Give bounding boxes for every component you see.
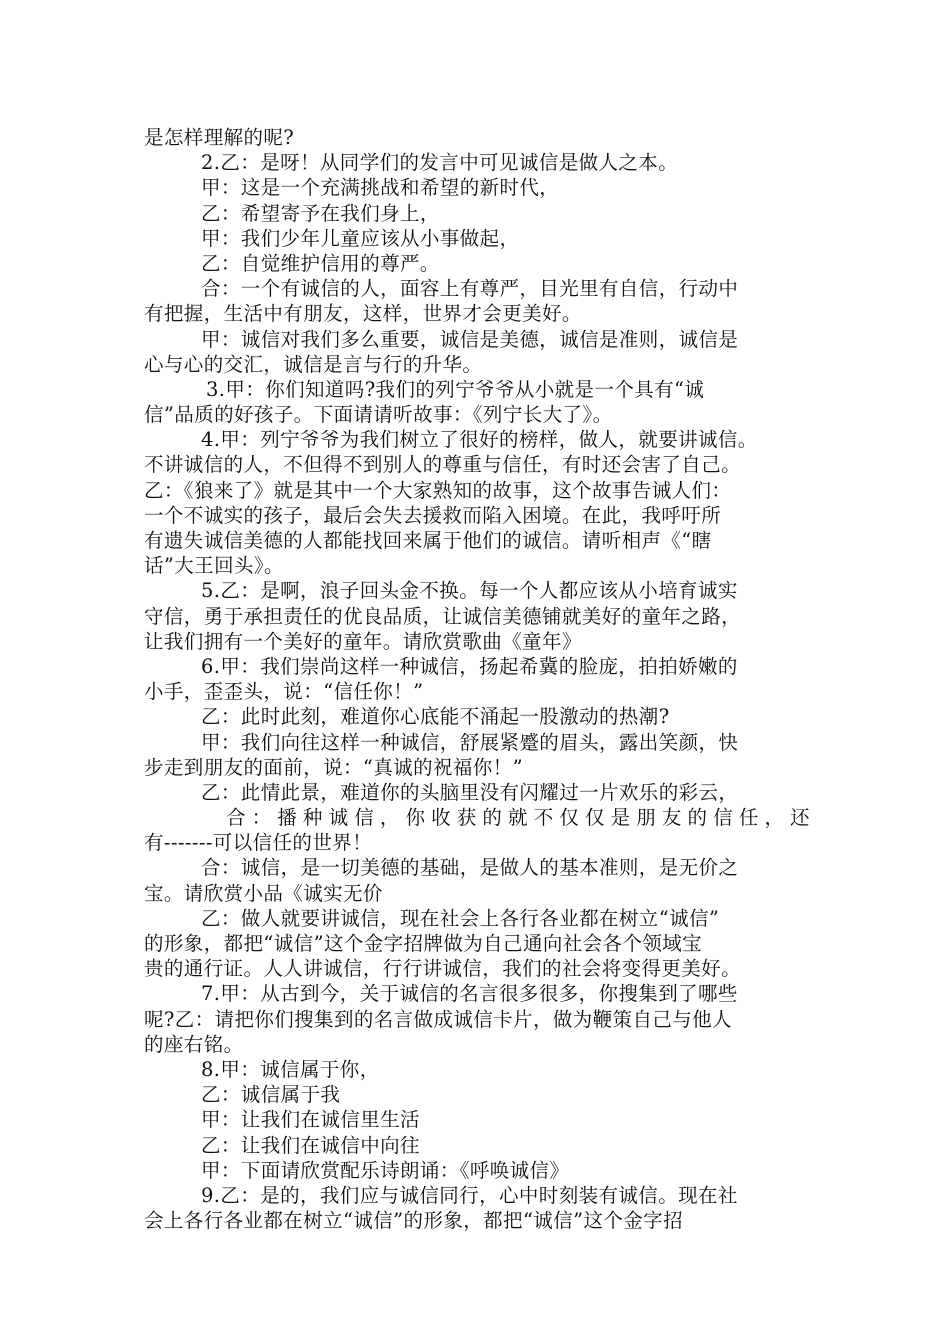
text-line: 心与心的交汇，诚信是言与行的升华。 xyxy=(144,352,483,376)
text-line: 8.甲：诚信属于你， xyxy=(201,1057,380,1081)
text-line: 乙：此情此景，难道你的头脑里没有闪耀过一片欢乐的彩云， xyxy=(201,780,739,804)
text-line: 乙：希望寄予在我们身上， xyxy=(201,201,440,225)
text-line: 步走到朋友的面前，说：“真诚的祝福你！” xyxy=(144,755,523,779)
text-line: 乙：自觉维护信用的尊严。 xyxy=(201,251,440,275)
text-line: 4.甲：列宁爷爷为我们树立了很好的榜样，做人，就要讲诚信。 xyxy=(201,428,758,452)
text-line: 一个不诚实的孩子，最后会失去援救而陷入困境。在此，我呼吁所 xyxy=(144,503,722,527)
text-line: 甲：我们向往这样一种诚信，舒展紧蹙的眉头，露出笑颜，快 xyxy=(201,730,739,754)
text-line: 会上各行各业都在树立“诚信”的形象，都把“诚信”这个金字招 xyxy=(144,1209,683,1233)
text-line: 宝。请欣赏小品《诚实无价 xyxy=(144,881,383,905)
text-line: 有把握，生活中有朋友，这样，世界才会更美好。 xyxy=(144,302,582,326)
text-line: 甲：这是一个充满挑战和希望的新时代， xyxy=(201,176,560,200)
text-line: 话”大王回头》。 xyxy=(144,554,284,578)
document-body xyxy=(144,125,810,1233)
text-line: 乙：诚信属于我 xyxy=(201,1083,341,1107)
text-line: 6.甲：我们崇尚这样一种诚信，扬起希冀的脸庞，拍拍娇嫩的 xyxy=(201,654,738,678)
text-line: 小手，歪歪头，说：“信任你！” xyxy=(144,680,424,704)
text-line: 贵的通行证。人人讲诚信，行行讲诚信，我们的社会将变得更美好。 xyxy=(144,957,742,981)
text-line: 7.甲：从古到今，关于诚信的名言很多很多，你搜集到了哪些 xyxy=(201,982,738,1006)
text-line: 有-------可以信任的世界！ xyxy=(144,831,373,855)
text-line: 呢?乙：请把你们搜集到的名言做成诚信卡片，做为鞭策自己与他人 xyxy=(144,1007,732,1031)
text-line: 信”品质的好孩子。下面请请听故事：《列宁长大了》。 xyxy=(144,403,613,427)
text-line: 乙：此时此刻，难道你心底能不涌起一股激动的热潮? xyxy=(201,705,670,729)
text-line: 合：诚信，是一切美德的基础，是做人的基本准则，是无价之 xyxy=(201,856,739,880)
text-line: 甲：下面请欣赏配乐诗朗诵：《呼唤诚信》 xyxy=(201,1158,570,1182)
text-line: 乙：让我们在诚信中向往 xyxy=(201,1133,420,1157)
text-line: 甲：我们少年儿童应该从小事做起， xyxy=(201,226,520,250)
text-line: 的形象，都把“诚信”这个金字招牌做为自己通向社会各个领域宝 xyxy=(144,932,703,955)
text-line: 让我们拥有一个美好的童年。请欣赏歌曲《童年》 xyxy=(144,629,582,653)
text-line: 乙：做人就要讲诚信，现在社会上各行各业都在树立“诚信” xyxy=(201,906,720,930)
text-line: 乙：《狼来了》就是其中一个大家熟知的故事，这个故事告诫人们： xyxy=(144,478,732,502)
text-line: 9.乙：是的，我们应与诚信同行，心中时刻装有诚信。现在社 xyxy=(201,1183,738,1207)
text-line: 合：播种诚信，你收获的就不仅仅是朋友的信任，还 xyxy=(226,806,810,830)
text-line: 5.乙：是啊，浪子回头金不换。每一个人都应该从小培育诚实 xyxy=(201,579,738,603)
text-line: 3.甲：你们知道吗?我们的列宁爷爷从小就是一个具有“诚 xyxy=(206,377,705,401)
text-line: 甲：诚信对我们多么重要，诚信是美德，诚信是准则，诚信是 xyxy=(201,327,739,351)
text-line: 甲：让我们在诚信里生活 xyxy=(201,1108,420,1132)
text-line: 守信，勇于承担责任的优良品质，让诚信美德铺就美好的童年之路， xyxy=(144,604,742,628)
text-line: 合：一个有诚信的人，面容上有尊严，目光里有自信，行动中 xyxy=(201,277,739,301)
text-line: 不讲诚信的人，不但得不到别人的尊重与信任，有时还会害了自己。 xyxy=(144,453,742,477)
text-line: 的座右铭。 xyxy=(144,1032,244,1056)
text-line: 是怎样理解的呢? xyxy=(144,126,295,149)
text-line: 有遗失诚信美德的人都能找回来属于他们的诚信。请听相声《“瞎 xyxy=(144,529,712,552)
text-line: 2.乙：是呀！从同学们的发言中可见诚信是做人之本。 xyxy=(201,151,679,175)
